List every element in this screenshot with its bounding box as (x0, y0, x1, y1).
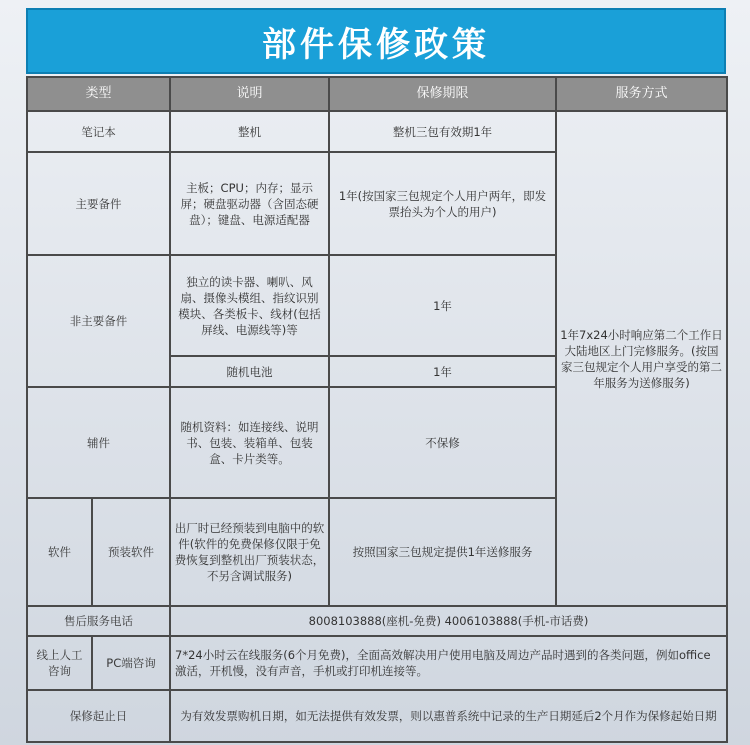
period-main-parts: 1年(按国家三包规定个人用户两年，即发票抬头为个人的用户) (329, 152, 556, 255)
online-label: 线上人工咨询 (27, 636, 92, 690)
type-notebook: 笔记本 (27, 111, 170, 152)
period-software: 按照国家三包规定提供1年送修服务 (329, 498, 556, 606)
title-banner (26, 8, 726, 74)
online-value: 7*24小时云在线服务(6个月免费)，全面高效解决用户使用电脑及周边产品时遇到的各类问题，例如office激活，开机慢，没有声音，手机或打印机连接等。 (170, 636, 727, 690)
desc-main-parts: 主板；CPU；内存；显示屏；硬盘驱动器（含固态硬盘）；键盘、电源适配器 (170, 152, 329, 255)
desc-non-main-parts: 独立的读卡器、喇叭、风扇、摄像头模组、指纹识别模块、各类板卡、线材(包括屏线、电源线等)等 (170, 255, 329, 356)
period-battery: 1年 (329, 356, 556, 387)
desc-battery: 随机电池 (170, 356, 329, 387)
desc-notebook: 整机 (170, 111, 329, 152)
warranty-start-label: 保修起止日 (27, 690, 170, 742)
warranty-table (26, 76, 728, 743)
page-title: 部件保修政策 (262, 24, 490, 65)
type-accessories: 辅件 (27, 387, 170, 498)
type-non-main-parts: 非主要备件 (27, 255, 170, 387)
header-type: 类型 (27, 77, 170, 111)
period-non-main-parts: 1年 (329, 255, 556, 356)
service-mode: 1年7x24小时响应第二个工作日 大陆地区上门完修服务。(按国家三包规定个人用户享受的第二年服务为送修服务) (556, 111, 727, 606)
hotline-value: 8008103888(座机-免费) 4006103888(手机-市话费) (170, 606, 727, 636)
table-row (27, 636, 727, 690)
subtype-preinstalled: 预装软件 (92, 498, 170, 606)
period-accessories: 不保修 (329, 387, 556, 498)
hotline-label: 售后服务电话 (27, 606, 170, 636)
desc-accessories: 随机资料：如连接线、说明书、包装、装箱单、包装盒、卡片类等。 (170, 387, 329, 498)
warranty-start-value: 为有效发票购机日期，如无法提供有效发票，则以惠普系统中记录的生产日期延后2个月作为保修起始日期 (170, 690, 727, 742)
type-software: 软件 (27, 498, 92, 606)
table-row (27, 111, 727, 152)
table-row (27, 690, 727, 742)
online-sublabel: PC端咨询 (92, 636, 170, 690)
table-row (27, 606, 727, 636)
desc-software: 出厂时已经预装到电脑中的软件(软件的免费保修仅限于免费恢复到整机出厂预装状态，不另含调试服务) (170, 498, 329, 606)
period-notebook: 整机三包有效期1年 (329, 111, 556, 152)
header-row (27, 77, 727, 111)
header-period: 保修期限 (329, 77, 556, 111)
type-main-parts: 主要备件 (27, 152, 170, 255)
header-desc: 说明 (170, 77, 329, 111)
header-service: 服务方式 (556, 77, 727, 111)
